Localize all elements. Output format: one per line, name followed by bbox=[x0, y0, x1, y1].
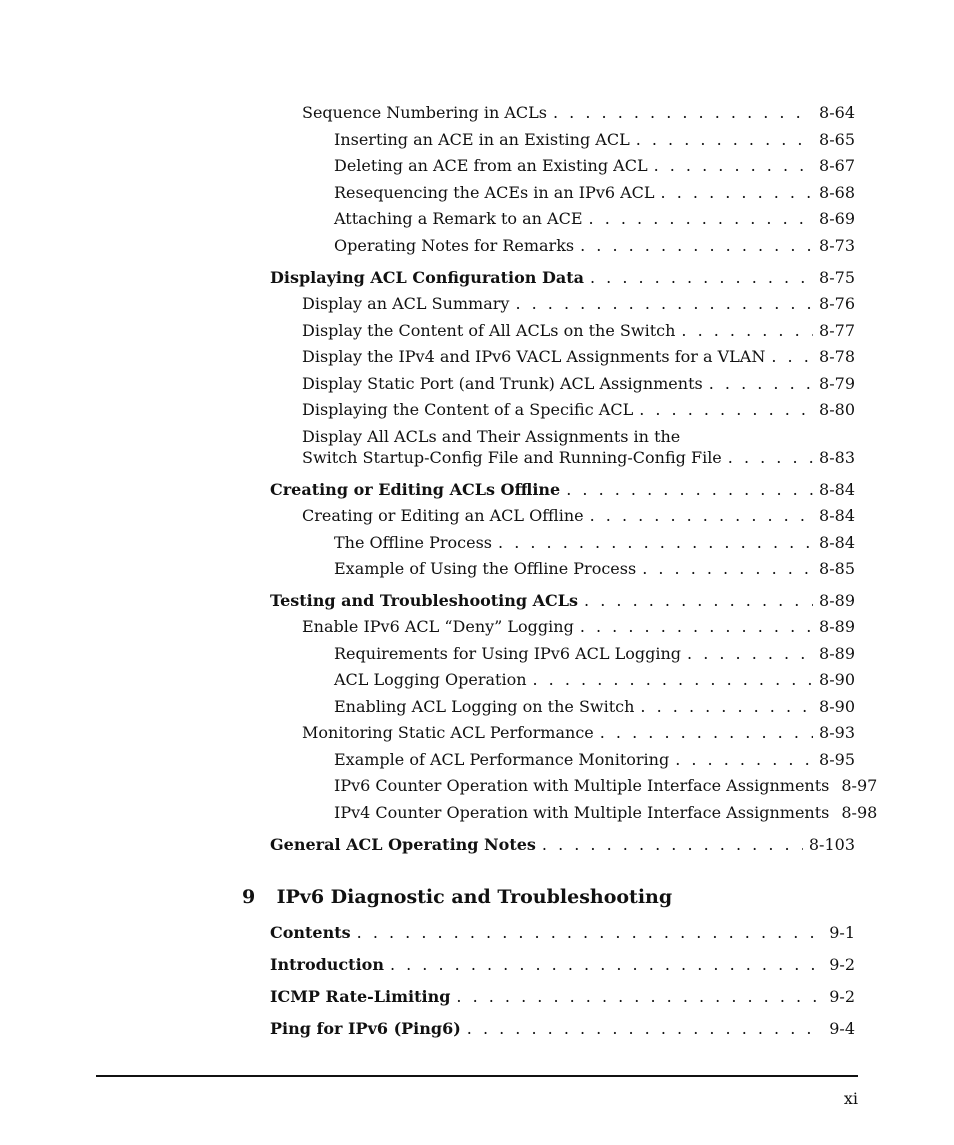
toc-entry-title: Display the Content of All ACLs on the Switch bbox=[302, 321, 676, 340]
toc-entry[interactable] bbox=[334, 533, 855, 553]
toc-entry-page: 8-95 bbox=[819, 750, 855, 769]
toc-entry-page: 8-89 bbox=[819, 617, 855, 636]
toc-entry-title: ACL Logging Operation bbox=[334, 670, 527, 689]
toc-entry-title: Resequencing the ACEs in an IPv6 ACL bbox=[334, 183, 655, 202]
toc-entry[interactable] bbox=[334, 803, 878, 823]
toc-entry-title: Displaying the Content of a Specific ACL bbox=[302, 400, 634, 419]
toc-section[interactable] bbox=[270, 923, 855, 943]
toc-entry-title: IPv4 Counter Operation with Multiple Interface Assignments bbox=[334, 803, 830, 822]
toc-entry-title: Attaching a Remark to an ACE bbox=[334, 209, 583, 228]
toc-section-page: 8-89 bbox=[819, 591, 855, 610]
toc-section-page: 8-75 bbox=[819, 268, 855, 287]
leader-dots bbox=[590, 506, 813, 526]
toc-entry[interactable] bbox=[302, 506, 855, 526]
leader-dots bbox=[709, 374, 813, 394]
toc-entry[interactable] bbox=[334, 750, 855, 770]
leader-dots bbox=[584, 591, 813, 611]
toc-section-page: 9-4 bbox=[829, 1019, 855, 1038]
toc-entry-title: Inserting an ACE in an Existing ACL bbox=[334, 130, 630, 149]
leader-dots bbox=[498, 533, 813, 553]
toc-entry[interactable] bbox=[334, 776, 878, 796]
toc-entry-title: Enabling ACL Logging on the Switch bbox=[334, 697, 635, 716]
toc-section-title: Testing and Troubleshooting ACLs bbox=[270, 591, 579, 610]
toc-entry-title: Monitoring Static ACL Performance bbox=[302, 723, 594, 742]
toc-entry-page: 8-83 bbox=[819, 448, 855, 467]
toc-entry-title: Display an ACL Summary bbox=[302, 294, 510, 313]
toc-section-page: 8-84 bbox=[819, 480, 855, 499]
toc-entry-page: 8-73 bbox=[819, 236, 855, 255]
toc-entry-page: 8-97 bbox=[841, 776, 878, 795]
toc-section[interactable] bbox=[270, 268, 855, 288]
leader-dots bbox=[390, 955, 823, 975]
toc-entry-page: 8-80 bbox=[819, 400, 855, 419]
leader-dots bbox=[639, 400, 813, 420]
toc-entry-page: 8-89 bbox=[819, 644, 855, 663]
leader-dots bbox=[654, 156, 813, 176]
toc-section-title: ICMP Rate-Limiting bbox=[270, 987, 451, 1006]
toc-entry-page: 8-76 bbox=[819, 294, 855, 313]
toc-section[interactable] bbox=[270, 835, 855, 855]
leader-dots bbox=[600, 723, 813, 743]
toc-entry-page: 8-69 bbox=[819, 209, 855, 228]
toc-section-title: Ping for IPv6 (Ping6) bbox=[270, 1019, 461, 1038]
toc-entry-title: Deleting an ACE from an Existing ACL bbox=[334, 156, 648, 175]
leader-dots bbox=[642, 559, 813, 579]
toc-entry-page: 8-90 bbox=[819, 670, 855, 689]
toc-section-title: General ACL Operating Notes bbox=[270, 835, 536, 854]
toc-entry[interactable] bbox=[334, 559, 855, 579]
toc-section-page: 9-2 bbox=[829, 987, 855, 1006]
toc-entry-page: 8-65 bbox=[819, 130, 855, 149]
toc-entry[interactable] bbox=[334, 209, 855, 229]
toc-entry-title: Example of ACL Performance Monitoring bbox=[334, 750, 670, 769]
toc-entry-title: Display Static Port (and Trunk) ACL Assignments bbox=[302, 374, 703, 393]
toc-section[interactable] bbox=[270, 591, 855, 611]
toc-entry-page: 8-68 bbox=[819, 183, 855, 202]
toc-entry[interactable] bbox=[302, 400, 855, 420]
toc-entry[interactable] bbox=[302, 723, 855, 743]
leader-dots bbox=[580, 236, 813, 256]
leader-dots bbox=[728, 448, 813, 468]
toc-entry-page: 8-85 bbox=[819, 559, 855, 578]
toc-entry-page: 8-78 bbox=[819, 347, 855, 366]
leader-dots bbox=[515, 294, 813, 314]
leader-dots bbox=[771, 347, 813, 367]
leader-dots bbox=[456, 987, 823, 1007]
toc-entry[interactable] bbox=[302, 103, 855, 123]
toc-section-page: 8-103 bbox=[808, 835, 855, 854]
toc-entry[interactable] bbox=[334, 236, 855, 256]
leader-dots bbox=[589, 209, 814, 229]
chapter-heading[interactable] bbox=[242, 886, 672, 908]
toc-entry[interactable] bbox=[334, 130, 855, 150]
leader-dots bbox=[467, 1019, 823, 1039]
toc-entry[interactable] bbox=[302, 374, 855, 394]
toc-section-page: 9-1 bbox=[829, 923, 855, 942]
toc-entry-title: Requirements for Using IPv6 ACL Logging bbox=[334, 644, 682, 663]
toc-section[interactable] bbox=[270, 987, 855, 1007]
leader-dots bbox=[681, 321, 813, 341]
toc-section[interactable] bbox=[270, 955, 855, 975]
toc-entry-title-line1: Display All ACLs and Their Assignments in the bbox=[302, 427, 681, 446]
toc-entry[interactable] bbox=[334, 156, 855, 176]
leader-dots bbox=[661, 183, 814, 203]
toc-entry[interactable] bbox=[334, 697, 855, 717]
toc-entry-title: Enable IPv6 ACL “Deny” Logging bbox=[302, 617, 574, 636]
footer-page-number: xi bbox=[843, 1089, 858, 1108]
toc-entry-page: 8-67 bbox=[819, 156, 855, 175]
leader-dots bbox=[566, 480, 813, 500]
toc-entry-page: 8-84 bbox=[819, 506, 855, 525]
toc-entry-page: 8-77 bbox=[819, 321, 855, 340]
leader-dots bbox=[636, 130, 813, 150]
toc-entry-title: Switch Startup-Config File and Running-Config File bbox=[302, 448, 722, 467]
toc-entry-title: Display the IPv4 and IPv6 VACL Assignments for a VLAN bbox=[302, 347, 766, 366]
toc-entry-page: 8-93 bbox=[819, 723, 855, 742]
leader-dots bbox=[357, 923, 824, 943]
footer-rule bbox=[96, 1075, 858, 1077]
toc-entry[interactable] bbox=[334, 183, 855, 203]
leader-dots bbox=[553, 103, 813, 123]
toc-entry[interactable] bbox=[334, 644, 855, 664]
toc-section-title: Creating or Editing ACLs Offline bbox=[270, 480, 561, 499]
leader-dots bbox=[590, 268, 813, 288]
toc-entry-title: The Offline Process bbox=[334, 533, 493, 552]
chapter-title: IPv6 Diagnostic and Troubleshooting bbox=[276, 886, 673, 908]
toc-entry-title: IPv6 Counter Operation with Multiple Interface Assignments bbox=[334, 776, 830, 795]
toc-entry-title: Sequence Numbering in ACLs bbox=[302, 103, 547, 122]
leader-dots bbox=[542, 835, 803, 855]
toc-entry-page: 8-64 bbox=[819, 103, 855, 122]
leader-dots bbox=[533, 670, 814, 690]
toc-entry[interactable] bbox=[334, 670, 855, 690]
toc-section-title: Introduction bbox=[270, 955, 384, 974]
chapter-number: 9 bbox=[242, 886, 256, 908]
leader-dots bbox=[580, 617, 813, 637]
toc-entry-title: Creating or Editing an ACL Offline bbox=[302, 506, 584, 525]
toc-entry-page: 8-90 bbox=[819, 697, 855, 716]
toc-entry-page: 8-79 bbox=[819, 374, 855, 393]
toc-section[interactable] bbox=[270, 1019, 855, 1039]
toc-entry[interactable] bbox=[302, 321, 855, 341]
toc-entry-title: Example of Using the Offline Process bbox=[334, 559, 637, 578]
toc-section-title: Displaying ACL Configuration Data bbox=[270, 268, 584, 287]
leader-dots bbox=[687, 644, 813, 664]
toc-section-page: 9-2 bbox=[829, 955, 855, 974]
toc-entry[interactable] bbox=[302, 294, 855, 314]
toc-section-title: Contents bbox=[270, 923, 351, 942]
toc-entry[interactable] bbox=[302, 347, 855, 367]
toc-entry-title: Operating Notes for Remarks bbox=[334, 236, 575, 255]
leader-dots bbox=[675, 750, 813, 770]
toc-entry-page: 8-98 bbox=[841, 803, 878, 822]
toc-entry-page: 8-84 bbox=[819, 533, 855, 552]
leader-dots bbox=[640, 697, 813, 717]
toc-section[interactable] bbox=[270, 480, 855, 500]
toc-entry[interactable] bbox=[302, 427, 855, 468]
toc-entry[interactable] bbox=[302, 617, 855, 637]
